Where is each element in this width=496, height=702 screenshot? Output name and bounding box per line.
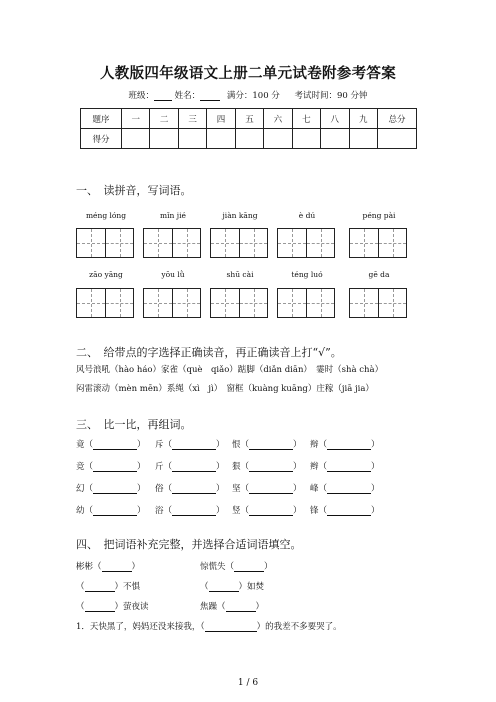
- fill-question: 1．天快黑了，妈妈还没来接我，（ ）的我差不多要哭了。: [76, 622, 342, 632]
- compare-item: 竟（ ）: [76, 440, 146, 450]
- compare-item: 竞（ ）: [76, 462, 146, 472]
- compare-item: 辫（ ）: [310, 462, 380, 472]
- pinyin-label: yōu lǜ: [161, 270, 185, 279]
- writing-box[interactable]: [210, 228, 268, 258]
- score-cell: 题序: [81, 109, 122, 129]
- compare-item: 锋（ ）: [310, 506, 380, 516]
- writing-box[interactable]: [349, 288, 407, 318]
- writing-box[interactable]: [76, 288, 134, 318]
- score-cell: 七: [292, 109, 320, 129]
- name-blank: [200, 91, 220, 101]
- writing-box[interactable]: [210, 288, 268, 318]
- idiom-item: 彬彬（ ）: [76, 562, 141, 572]
- score-cell: 八: [321, 109, 349, 129]
- section2-heading: 二、 给带点的字选择正确读音，再正确读音上打“√”。: [76, 346, 342, 359]
- score-input-cell[interactable]: [207, 129, 235, 149]
- exam-time: 考试时间：90 分钟: [294, 91, 368, 101]
- pinyin-label: méng lóng: [85, 211, 127, 220]
- compare-item: 斥（ ）: [155, 440, 225, 450]
- section1-heading: 一、 读拼音，写词语。: [76, 184, 192, 197]
- compare-item: 竖（ ）: [232, 506, 302, 516]
- compare-item: 恨（ ）: [232, 440, 302, 450]
- class-blank: [154, 91, 172, 101]
- idiom-item: （ ）不惧: [76, 582, 141, 592]
- score-cell: 二: [150, 109, 178, 129]
- exam-meta: [0, 89, 496, 101]
- compare-item: 斤（ ）: [155, 462, 225, 472]
- idiom-item: （ ）如焚: [200, 582, 265, 592]
- score-cell: 得分: [81, 129, 122, 149]
- pinyin-label: è dú: [298, 211, 316, 220]
- compare-item: 幻（ ）: [76, 484, 146, 494]
- score-table-header: [81, 109, 417, 129]
- idiom-item: 惊慌失（ ）: [200, 562, 273, 572]
- writing-box[interactable]: [76, 228, 134, 258]
- score-input-cell[interactable]: [264, 129, 292, 149]
- pinyin-label: zāo yāng: [89, 270, 123, 279]
- pinyin-label: gē da: [368, 270, 390, 279]
- score-input-cell[interactable]: [122, 129, 150, 149]
- score-table: [80, 108, 417, 149]
- compare-item: 坚（ ）: [232, 484, 302, 494]
- compare-item: 俗（ ）: [155, 484, 225, 494]
- score-table-row: [81, 129, 417, 149]
- compare-item: 幼（ ）: [76, 506, 146, 516]
- pinyin-label: téng luó: [291, 270, 323, 279]
- compare-item: 浴（ ）: [155, 506, 225, 516]
- score-cell: 总分: [378, 109, 417, 129]
- score-input-cell[interactable]: [178, 129, 206, 149]
- writing-box[interactable]: [277, 288, 335, 318]
- compare-item: 辩（ ）: [310, 440, 380, 450]
- pronunciation-line: 闷雷滚动（mèn mēn）系绳（xì jì） 窗框（kuàng kuāng）庄稼（jiā jia）: [76, 384, 374, 394]
- score-cell: 六: [264, 109, 292, 129]
- score-cell: 九: [349, 109, 378, 129]
- writing-box[interactable]: [277, 228, 335, 258]
- full-score: 满分：100 分: [226, 91, 280, 101]
- score-cell: 四: [207, 109, 235, 129]
- class-label: 班级：: [128, 91, 154, 101]
- score-input-cell[interactable]: [292, 129, 320, 149]
- writing-box[interactable]: [349, 228, 407, 258]
- score-input-cell[interactable]: [378, 129, 417, 149]
- idiom-item: 焦躁（ ）: [200, 602, 265, 612]
- pinyin-label: mǐn jié: [160, 211, 186, 220]
- writing-box[interactable]: [143, 288, 201, 318]
- score-input-cell[interactable]: [349, 129, 378, 149]
- score-cell: 三: [178, 109, 206, 129]
- idiom-item: （ ）萤夜读: [76, 602, 149, 612]
- pronunciation-line: 风号浪吼（hào háo）家雀（què qiǎo）踮脚（diǎn diān） 霎时（shà chà）: [76, 365, 384, 375]
- score-cell: 五: [235, 109, 263, 129]
- page-number: 1 / 6: [237, 678, 259, 688]
- page-title: 人教版四年级语文上册二单元试卷附参考答案: [100, 66, 396, 82]
- name-label: 姓名：: [174, 91, 201, 101]
- score-input-cell[interactable]: [235, 129, 263, 149]
- section3-heading: 三、 比一比，再组词。: [76, 418, 192, 431]
- compare-item: 峰（ ）: [310, 484, 380, 494]
- score-input-cell[interactable]: [321, 129, 349, 149]
- section4-heading: 四、 把词语补充完整，并选择合适词语填空。: [76, 538, 302, 551]
- score-input-cell[interactable]: [150, 129, 178, 149]
- compare-item: 狠（ ）: [232, 462, 302, 472]
- score-cell: 一: [122, 109, 150, 129]
- writing-box[interactable]: [143, 228, 201, 258]
- pinyin-label: jiàn kāng: [222, 211, 258, 220]
- pinyin-label: péng pài: [362, 211, 396, 220]
- pinyin-label: shū cài: [226, 270, 254, 279]
